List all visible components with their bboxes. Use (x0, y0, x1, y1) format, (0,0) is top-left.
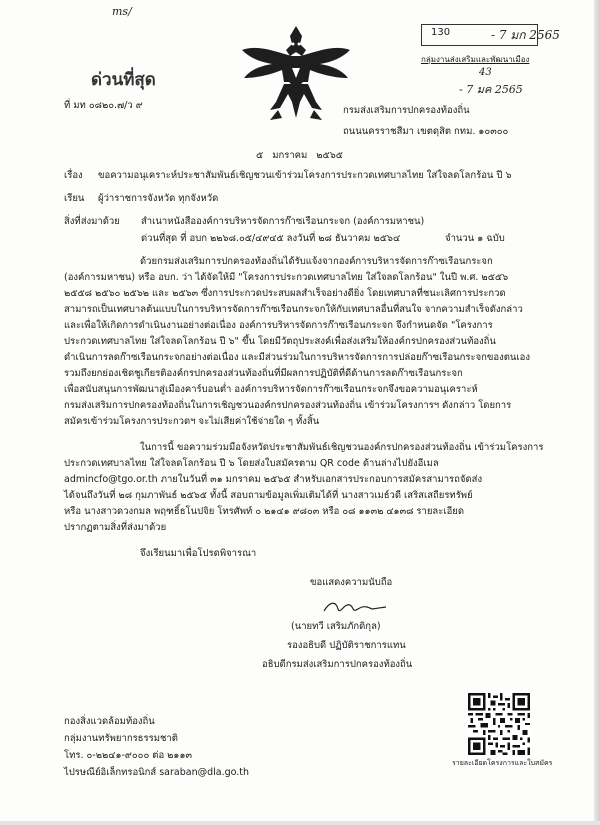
footer-division: กองสิ่งแวดล้อมท้องถิ่น (64, 716, 155, 727)
handwritten-note: ms/ (112, 5, 132, 18)
paragraph-line: ด้วยกรมส่งเสริมการปกครองท้องถิ่นได้รับแจ้งจากองค์การบริหารจัดการก๊าซเรือนกระจก (140, 256, 493, 267)
paragraph-line: ในการนี้ ขอความร่วมมือจังหวัดประชาสัมพันธ์เชิญชวนองค์กรปกครองส่วนท้องถิ่น เข้าร่วมโครงการ (140, 442, 544, 453)
to-label: เรียน (64, 193, 85, 204)
qr-caption: รายละเอียดโครงการและใบสมัคร (452, 759, 553, 767)
agency-address: ถนนนครราชสีมา เขตดุสิต กทม. ๑๐๓๐๐ (343, 126, 509, 137)
paragraph-line: ปรากฏตามสิ่งที่ส่งมาด้วย (64, 522, 167, 533)
paragraph-line: กรมส่งเสริมการปกครองท้องถิ่นในการเชิญชวนองค์กรปกครองส่วนท้องถิ่น เข้าร่วมโครงการฯ ดังกล่าว โดยการ (64, 400, 512, 411)
paragraph-line: ๒๕๕๘ ๒๕๖๐ ๒๕๖๒ และ ๒๕๖๓ ซึ่งการประกวดประสบผลสำเร็จอย่างดียิ่ง โดยเทศบาลที่ชนะเลิศการประกวด (64, 288, 506, 299)
attachment-line-2: ด่วนที่สุด ที่ อบก ๒๒๖๘.๐๕/๔๙๔๕ ลงวันที่ ๒๘ ธันวาคม ๒๕๖๔ (141, 233, 401, 244)
stamp-office: กลุ่มงานส่งเสริมและพัฒนาเมือง (421, 55, 530, 64)
paragraph-line: รวมถึงยกย่องเชิดชูเกียรติองค์กรปกครองส่วนท้องถิ่นที่มีผลการปฏิบัติที่ดีด้านการลดก๊าซเรือนกระจก (64, 368, 463, 379)
closing-request: จึงเรียนมาเพื่อโปรดพิจารณา (140, 548, 257, 559)
document-date: ๕ มกราคม ๒๕๖๕ (256, 150, 343, 161)
attachment-line-1: สำเนาหนังสือองค์การบริหารจัดการก๊าซเรือนกระจก (องค์การมหาชน) (141, 216, 425, 227)
scan-edge (0, 821, 600, 825)
paragraph-line: ประกวดเทศบาลไทย ใส่ใจลดโลกร้อน ปี ๖ โดยส่งใบสมัครตาม QR code ด้านล่างไปยังอีเมล (64, 458, 439, 469)
signature (320, 597, 390, 617)
agency-name: กรมส่งเสริมการปกครองท้องถิ่น (343, 105, 470, 116)
paragraph-line: ประกวดเทศบาลไทย ใส่ใจลดโลกร้อน ปี ๖" ขึ้น โดยมีวัตถุประสงค์เพื่อส่งเสริมให้องค์กรปกครองส่วนท้องถิ่น (64, 336, 496, 347)
footer-phone: โทร. ๐-๒๒๔๑-๙๐๐๐ ต่อ ๒๑๑๓ (64, 750, 192, 761)
signer-position: อธิบดีกรมส่งเสริมการปกครองท้องถิ่น (262, 659, 413, 670)
paragraph-line: สามารถเป็นเทศบาลต้นแบบในการบริหารจัดการก๊าซเรือนกระจกให้กับเทศบาลอื่นที่สนใจ จากความสำเร็จดังกล่าว (64, 304, 523, 315)
stamp-number: 130 (431, 27, 451, 38)
paragraph-line: (องค์การมหาชน) หรือ อบก. ว่า ได้จัดให้มี "โครงการประกวดเทศบาลไทย ใส่ใจลดโลกร้อน" ในปี พ.ศ. ๒๕๕๖ (64, 272, 509, 283)
paragraph-line: สมัครเข้าร่วมโครงการประกวดฯ จะไม่เสียค่าใช้จ่ายใด ๆ ทั้งสิ้น (64, 416, 320, 427)
paragraph-line: เพื่อสนับสนุนการพัฒนาสู่เมืองคาร์บอนต่ำ องค์การบริหารจัดการก๊าซเรือนกระจกจึงขอความอนุเคราะห์ (64, 384, 478, 395)
received-stamp (421, 18, 581, 96)
stamp-date-second: - 7 มค 2565 (459, 83, 523, 96)
document-number: ที่ มท ๐๘๒๐.๗/ว ๙ (64, 100, 143, 111)
paragraph-line: admincfo@tgo.or.th ภายในวันที่ ๓๑ มกราคม ๒๕๖๕ สำหรับเอกสารประกอบการสมัครสามารถจัดส่ง (64, 474, 483, 485)
signer-name: (นายทวี เสริมภักดิกุล) (291, 621, 381, 632)
to-text: ผู้ว่าราชการจังหวัด ทุกจังหวัด (98, 193, 219, 204)
subject-text: ขอความอนุเคราะห์ประชาสัมพันธ์เชิญชวนเข้าร่วมโครงการประกวดเทศบาลไทย ใส่ใจลดโลกร้อน ปี ๖ (98, 170, 512, 181)
closing-salutation: ขอแสดงความนับถือ (310, 577, 393, 588)
paragraph-line: ได้จนถึงวันที่ ๒๘ กุมภาพันธ์ ๒๕๖๕ ทั้งนี้ สอบถามข้อมูลเพิ่มเติมได้ที่ นางสาวเมธ์วดี เสริสเสถียรทรัพย์ (64, 490, 473, 501)
attachment-count: จำนวน ๑ ฉบับ (445, 233, 505, 244)
signer-role: รองอธิบดี ปฏิบัติราชการแทน (287, 640, 406, 651)
paragraph-line: และเพื่อให้เกิดการดำเนินงานอย่างต่อเนื่อง องค์การบริหารจัดการก๊าซเรือนกระจก จึงกำหนดจัด "โครงการ (64, 320, 493, 331)
qr-code (468, 693, 530, 755)
stamp-line2: 43 (479, 67, 492, 78)
attachment-label: สิ่งที่ส่งมาด้วย (64, 216, 120, 227)
scan-edge (594, 0, 600, 825)
garuda-emblem (236, 22, 356, 128)
paragraph-line: ดำเนินการลดก๊าซเรือนกระจกอย่างต่อเนื่อง และมีส่วนร่วมในการบริหารจัดการการปล่อยก๊าซเรือนกระจกของตนเอง (64, 352, 530, 363)
subject-label: เรื่อง (64, 170, 83, 181)
paragraph-line: หรือ นางสาวดวงกมล พฤฑธิ์ธโนปจิย โทรศัพท์ ๐ ๒๑๔๑ ๙๘๐๓ หรือ ๐๘ ๑๑๓๒ ๔๑๓๘ รายละเอียด (64, 506, 465, 517)
footer-group: กลุ่มงานทรัพยากรธรรมชาติ (64, 733, 178, 744)
footer-email: ไปรษณีย์อิเล็กทรอนิกส์ saraban@dla.go.th (64, 767, 250, 778)
urgency-label: ด่วนที่สุด (91, 70, 156, 90)
stamp-date: - 7 มก 2565 (491, 28, 560, 42)
